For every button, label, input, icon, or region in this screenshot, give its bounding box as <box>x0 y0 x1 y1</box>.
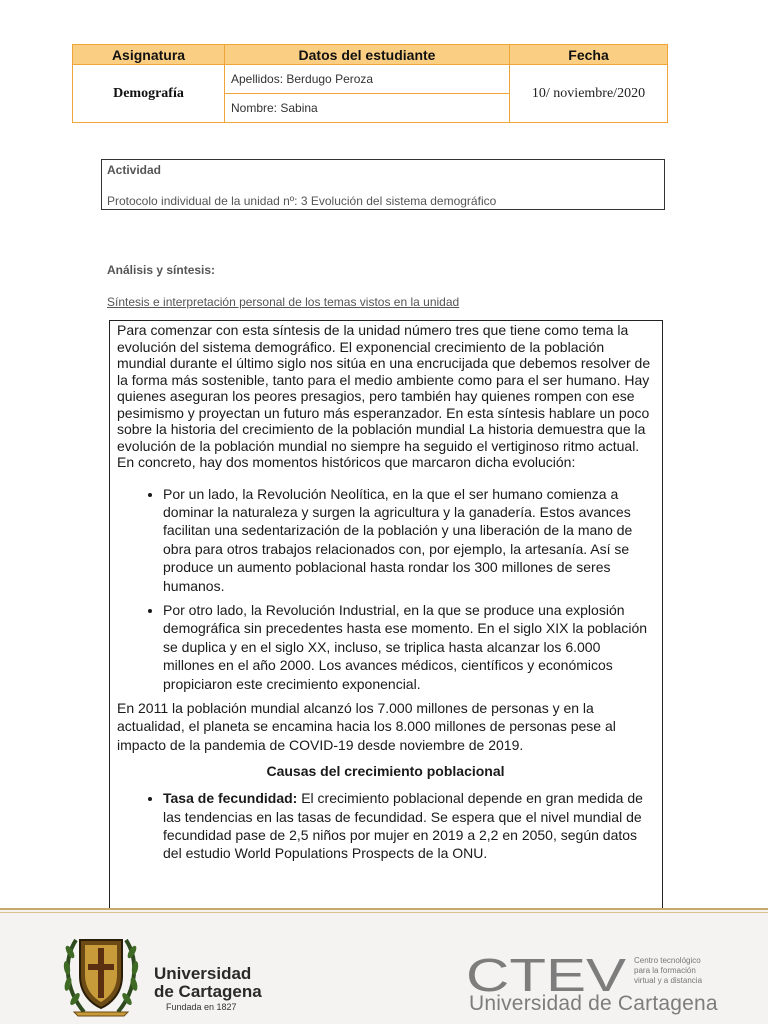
ctev-desc-line3: virtual y a distancia <box>634 976 703 985</box>
analysis-subheading: Síntesis e interpretación personal de los temas vistos en la unidad <box>107 295 460 309</box>
population-2011-paragraph: En 2011 la población mundial alcanzó los 7.000 millones de personas y en la actualidad, el planeta se encamina hacia los 8.000 millones de personas pese al impacto de la pandemia de COVID-19 desde noviembre de 2019. <box>117 699 616 753</box>
activity-label: Actividad <box>107 163 162 177</box>
causes-heading: Causas del crecimiento poblacional <box>266 763 505 780</box>
university-founded: Fundada en 1827 <box>166 1002 237 1012</box>
subject-value: Demografía <box>73 65 225 123</box>
list-item-industrial: • Por otro lado, la Revolución Industrial, en la que se produce una explosión demográfica sin precedentes hasta ese momento. En el siglo XIX la población se duplica y en el siglo XX, incluso, se triplica hasta alcanzar los 6.000 millones en el año 2000. Los avances médicos, científicos y económicos propiciaron este crecimiento exponencial. <box>163 601 654 693</box>
ctev-university-name: Universidad de Cartagena <box>469 992 718 1015</box>
date-value: 10/ noviembre/2020 <box>510 65 668 123</box>
historical-moments-list <box>117 485 654 693</box>
list-item-neolithic: • Por un lado, la Revolución Neolítica, en la que el ser humano comienza a dominar la naturaleza y surgen la agricultura y la ganadería. Estos avances facilitan una sedentarización de la población y una liberación de la mano de obra para otros trabajos relacionados con, por ejemplo, la artesanía. Así se produce un aumento poblacional hasta rondar los 300 millones de seres humanos. <box>163 485 654 595</box>
fertility-label: Tasa de fecundidad: <box>163 790 298 807</box>
university-name-line2: de Cartagena <box>154 982 262 1001</box>
date-column-header: Fecha <box>510 45 668 65</box>
footer-divider <box>0 908 768 910</box>
name-value: Nombre: Sabina <box>225 94 510 123</box>
list-item-fertility <box>163 789 654 863</box>
ctev-logo <box>466 956 626 994</box>
footer-divider-thin <box>0 912 768 913</box>
analysis-heading: Análisis y síntesis: <box>107 263 216 277</box>
page-footer <box>0 908 768 1024</box>
activity-box <box>101 159 665 210</box>
ctev-desc-line2: para la formación <box>634 966 696 975</box>
university-name-line1: Universidad <box>154 964 252 983</box>
activity-text: Protocolo individual de la unidad nº: 3 Evolución del sistema demográfico <box>107 194 497 208</box>
intro-paragraph: Para comenzar con esta síntesis de la unidad número tres que tiene como tema la evolución del sistema demográfico. El exponencial crecimiento de la población mundial durante el último siglo nos sitúa en una encrucijada que debemos resolver de la forma más sostenible, tanto para el medio ambiente como para el ser humano. Hay quienes aseguran los peores presagios, pero también hay quienes rompen con ese pesimismo y proyectan un futuro más esperanzador. En esta síntesis hablare un poco sobre la historia del crecimiento de la población mundial La historia demuestra que la evolución de la población mundial no siempre ha seguido el vertiginoso ritmo actual. En concreto, hay dos momentos históricos que marcaron dicha evolución: <box>117 322 651 470</box>
header-table <box>72 44 668 123</box>
university-crest-icon <box>58 928 144 1018</box>
ctev-description <box>634 956 734 986</box>
student-column-header: Datos del estudiante <box>225 45 510 65</box>
synthesis-box <box>109 320 663 918</box>
causes-list <box>117 789 654 863</box>
surname-value: Apellidos: Berdugo Peroza <box>225 65 510 94</box>
fertility-text: El crecimiento poblacional depende en gran medida de las tendencias en las tasas de fecundidad. Se espera que el nivel mundial de fecundidad pase de 2,5 niños por mujer en 2019 a 2,2 en 2050, según datos del estudio World Populations Prospects de la ONU. <box>163 790 643 862</box>
ctev-wordmark: CTEV <box>466 956 626 994</box>
subject-column-header: Asignatura <box>73 45 225 65</box>
ctev-desc-line1: Centro tecnológico <box>634 956 701 965</box>
